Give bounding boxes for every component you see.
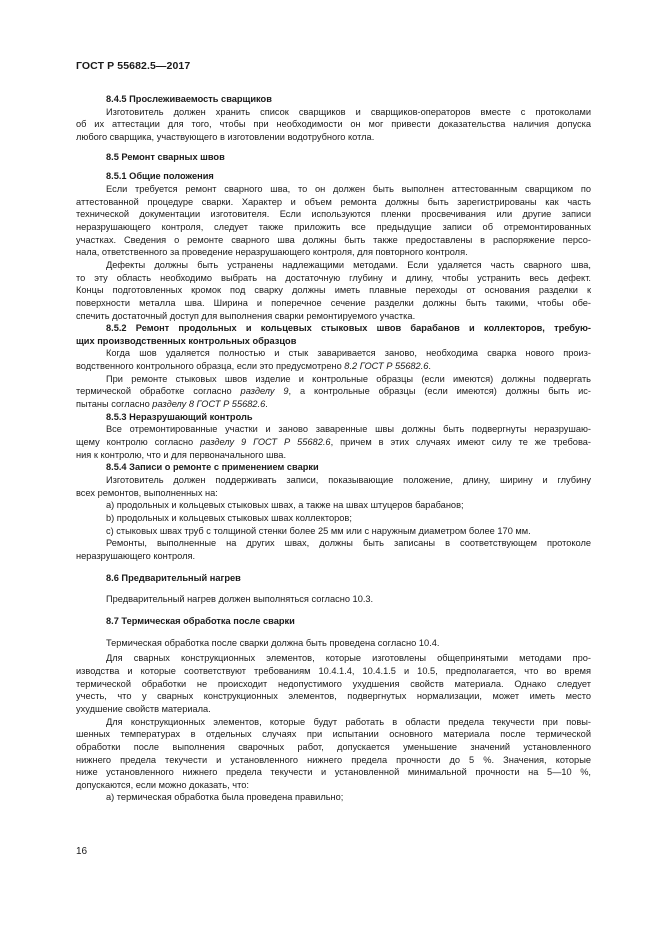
paragraph-line: неразрушающего контроля. <box>76 550 196 561</box>
paragraph-line: ухудшение свойств материала. <box>76 703 211 714</box>
paragraph-line: об их аттестации для того, чтобы при необходимости он мог привести доказательства наличия допуска <box>76 119 591 130</box>
standard-reference: 8.2 ГОСТ Р 55682.6 <box>344 361 429 372</box>
document-header: ГОСТ Р 55682.5—2017 <box>76 60 191 72</box>
section-8-5-2-heading: 8.5.2 Ремонт продольных и кольцевых стыковых швов барабанов и коллекторов, требую- <box>106 323 591 334</box>
list-item: a) термическая обработка была проведена правильно; <box>106 792 344 803</box>
paragraph-line: водственного контрольного образца, если это предусмотрено 8.2 ГОСТ Р 55682.6. <box>76 361 431 372</box>
paragraph-line: Предварительный нагрев должен выполняться согласно 10.3. <box>106 594 374 605</box>
paragraph-line: любого сварщика, участвующего в изготовлении водотрубного котла. <box>76 131 375 142</box>
paragraph-line: щему контролю согласно разделу 9 ГОСТ Р 55682.6, причем в этих случаях имеют силу те же требова- <box>76 437 591 448</box>
paragraph-line: Концы подготовленных кромок под сварку должны иметь плавные переходы от основания разделки к <box>76 285 591 296</box>
paragraph-line: Для конструкционных элементов, которые будут работать в области предела текучести при повы- <box>106 716 591 727</box>
paragraph-line: Изготовитель должен хранить список сварщиков и сварщиков-операторов вместе с протоколами <box>106 106 591 117</box>
section-8-5-heading: 8.5 Ремонт сварных швов <box>106 151 225 162</box>
paragraph-line: Дефекты должны быть устранены надлежащими методами. Если удаляется часть сварного шва, <box>106 259 591 270</box>
paragraph-line: шенных температурах в отдельных случаях при испытании основного материала после термической <box>76 729 591 740</box>
section-8-5-1-heading: 8.5.1 Общие положения <box>106 171 214 182</box>
paragraph-line: Все отремонтированные участки и заново заваренные швы должны быть подвергнуты неразрушаю- <box>106 424 591 435</box>
paragraph-line: нижнего предела текучести и установленного нижнего предела прочности до 5 %. Значения, которые <box>76 754 591 765</box>
paragraph-line: При ремонте стыковых швов изделие и контрольные образцы (если имеются) должны подвергать <box>106 373 591 384</box>
paragraph-line: аттестованной процедуре сварки. Характер и объем ремонта должны быть зарегистрированы как часть <box>76 196 591 207</box>
paragraph-line: учесть, что у сварных конструкционных элементов, подвергнутых нормализации, может иметь место <box>76 691 591 702</box>
paragraph-line: Если требуется ремонт сварного шва, то он должен быть выполнен аттестованным сварщиком по <box>106 183 591 194</box>
standard-reference: разделу 8 ГОСТ Р 55682.6 <box>152 399 266 410</box>
section-8-4-5-heading: 8.4.5 Прослеживаемость сварщиков <box>106 94 272 104</box>
paragraph-line: термической обработки не происходит недопустимого ухудшения свойств материала. Однако следует <box>76 678 591 689</box>
paragraph-line: изводства и которые соответствуют требованиям 10.4.1.4, 10.4.1.5 и 10.5, предполагается, что во время <box>76 665 591 676</box>
paragraph-line: нала, ответственного за проведение неразрушающего контроля, для повторного контроля. <box>76 247 468 258</box>
list-item: c) стыковых швах труб с толщиной стенки более 25 мм или с наружным диаметром более 170 мм. <box>106 525 531 536</box>
paragraph-line: термической обработке согласно разделу 9, а контрольные образцы (если имеются) должны быть ис- <box>76 386 591 397</box>
section-8-5-4-heading: 8.5.4 Записи о ремонте с применением сварки <box>106 462 319 473</box>
paragraph-line: Ремонты, выполненные на других швах, должны быть записаны в соответствующем протоколе <box>106 538 591 549</box>
standard-reference: разделу 9 ГОСТ Р 55682.6 <box>200 437 331 448</box>
paragraph-line: Для сварных конструкционных элементов, которые изготовлены общепринятыми методами про- <box>106 653 591 664</box>
paragraph-line: технической документации изготовителя. Если используются пленки просвечивания или другие записи <box>76 209 591 220</box>
page-number: 16 <box>76 846 88 857</box>
section-8-7-heading: 8.7 Термическая обработка после сварки <box>106 615 295 626</box>
paragraph-line: допускаются, если можно доказать, что: <box>76 779 249 790</box>
section-8-5-3-heading: 8.5.3 Неразрушающий контроль <box>106 411 253 422</box>
list-item: a) продольных и кольцевых стыковых швах, а также на швах штуцеров барабанов; <box>106 500 464 511</box>
standard-reference: разделу 9 <box>240 386 289 397</box>
section-8-6-heading: 8.6 Предварительный нагрев <box>106 572 241 583</box>
paragraph-line: Когда шов удаляется полностью и стык заваривается заново, необходима сварка нового произ- <box>106 348 591 359</box>
paragraph-line: ния к контролю, что и для первоначального шва. <box>76 449 287 460</box>
paragraph-line: пытаны согласно разделу 8 ГОСТ Р 55682.6. <box>76 399 268 410</box>
paragraph-line: Изготовитель должен поддерживать записи, показывающие положение, длину, ширину и глубину <box>106 475 591 486</box>
paragraph-line: неразрушающего контроля, следует также приложить все предыдущие записи об отремонтированных <box>76 221 591 232</box>
paragraph-line: спечить достаточный доступ для выполнения сварки ремонтируемого участка. <box>76 310 416 321</box>
paragraph-line: всех ремонтов, выполненных на: <box>76 487 218 498</box>
paragraph-line: обработки после выполнения сварочных работ, допускается уменьшение значений установленного <box>76 741 591 752</box>
paragraph-line: Термическая обработка после сварки должна быть проведена согласно 10.4. <box>106 637 440 648</box>
section-8-5-2-heading-cont: щих производственных контрольных образцов <box>76 335 297 346</box>
page-body <box>76 93 591 804</box>
paragraph-line: поверхности металла шва. Ширина и поперечное сечение разделки должны быть такими, чтобы обе- <box>76 297 591 308</box>
paragraph-line: участках. Сведения о ремонте сварного шва должны быть также предоставлены в распоряжение персо- <box>76 234 591 245</box>
paragraph-line: то эту область необходимо выбрать на достаточную глубину и длину, чтобы устранить весь дефект. <box>76 272 591 283</box>
paragraph-line: ниже установленного нижнего предела текучести и установленной минимальной прочности на 5—10 %, <box>76 767 591 778</box>
list-item: b) продольных и кольцевых стыковых швах коллекторов; <box>106 513 352 523</box>
